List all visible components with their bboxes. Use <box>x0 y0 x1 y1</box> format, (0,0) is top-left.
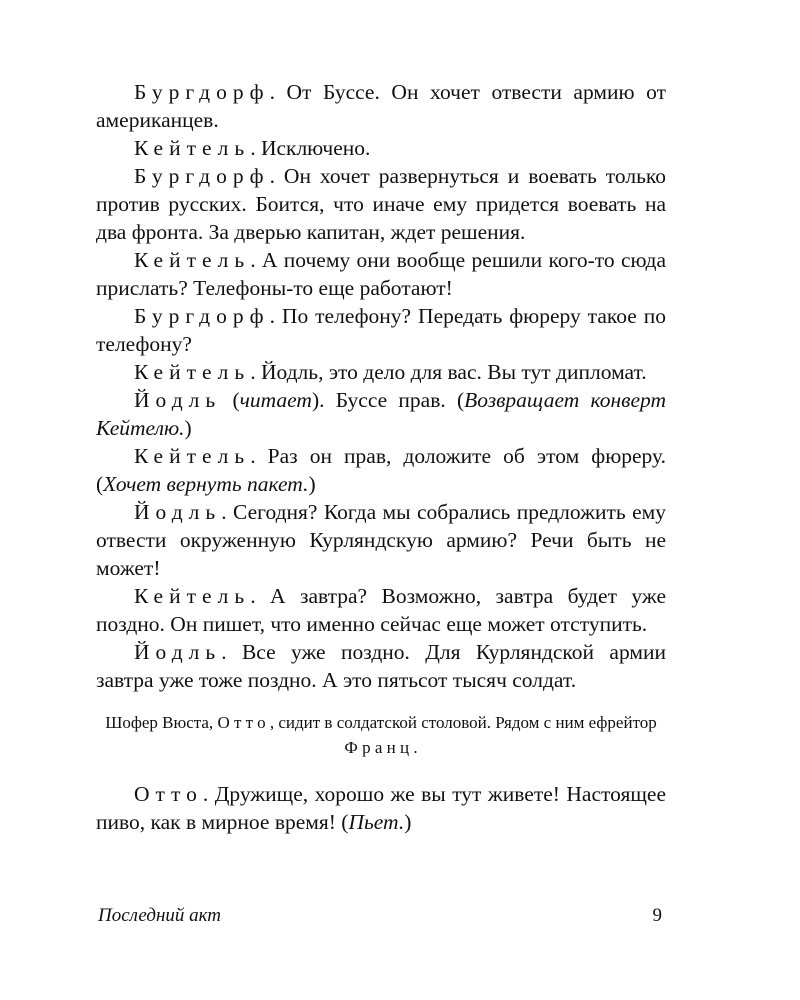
dialogue-line <box>96 498 666 582</box>
stage-text: Шофер Вюста, <box>105 713 218 732</box>
stage-text: . <box>413 738 418 757</box>
dialogue-line <box>96 780 666 836</box>
play-text <box>96 78 666 836</box>
stage-remark: Возвращает конверт Кейтелю. <box>96 388 666 440</box>
line-text: . А завтра? Возможно, завтра будет уже поздно. Он пишет, что именно сейчас еще может отступить. <box>96 584 666 636</box>
speaker-name: Кейтель <box>134 248 251 272</box>
stage-remark: Хочет вернуть пакет. <box>103 472 309 496</box>
dialogue-line <box>96 134 666 162</box>
dialogue-line <box>96 582 666 638</box>
line-text: . От Буссе. Он хочет отвести армию от американцев. <box>96 80 666 132</box>
line-text: . По телефону? Передать фюреру такое по телефону? <box>96 304 666 356</box>
stage-remark: читает <box>239 388 312 412</box>
speaker-name: Кейтель <box>134 584 251 608</box>
line-text: ( <box>221 388 240 412</box>
dialogue-line <box>96 358 666 386</box>
dialogue-line <box>96 386 666 442</box>
dialogue-line <box>96 162 666 246</box>
line-text: . Исключено. <box>250 136 371 160</box>
stage-remark: Пьет. <box>348 810 405 834</box>
scene-stage-direction <box>96 710 666 760</box>
dialogue-line <box>96 302 666 358</box>
speaker-name: Кейтель <box>134 136 251 160</box>
speaker-name: Бургдорф <box>134 164 270 188</box>
stage-text: , сидит в солдатской столовой. Рядом с ним ефрейтор <box>269 713 657 732</box>
page-footer <box>98 905 662 927</box>
line-text: . Йодль, это дело для вас. Вы тут дипломат. <box>250 360 647 384</box>
speaker-name: Кейтель <box>134 360 251 384</box>
line-text: . Все уже поздно. Для Курляндской армии завтра уже тоже поздно. А это пятьсот тысяч солдат. <box>96 640 666 692</box>
line-text: . А почему они вообще решили кого-то сюда прислать? Телефоны-то еще работают! <box>96 248 666 300</box>
line-text: . Он хочет развернуться и воевать только против русских. Боится, что иначе ему придется воевать на два фронта. За дверью капитан, ждет решения. <box>96 164 666 244</box>
speaker-name: Отто <box>134 782 203 806</box>
line-text: . Раз он прав, доложите об этом фюреру. ( <box>96 444 666 496</box>
speaker-name: Кейтель <box>134 444 251 468</box>
line-text: . Сегодня? Когда мы собрались предложить ему отвести окруженную Курляндскую армию? Речи быть не может! <box>96 500 666 580</box>
dialogue-line <box>96 638 666 694</box>
line-text: ) <box>404 810 412 834</box>
speaker-name: Бургдорф <box>134 80 270 104</box>
line-text: ). Буссе прав. ( <box>311 388 465 412</box>
speaker-name: Бургдорф <box>134 304 270 328</box>
page-number: 9 <box>652 905 662 926</box>
line-text: . Дружище, хорошо же вы тут живете! Настоящее пиво, как в мирное время! ( <box>96 782 666 834</box>
dialogue-line <box>96 78 666 134</box>
speaker-name: Йодль <box>134 500 222 524</box>
dialogue-line <box>96 246 666 302</box>
character-name: Франц <box>344 738 414 757</box>
line-text: ) <box>184 416 192 440</box>
speaker-name: Йодль <box>134 388 222 412</box>
character-name: Отто <box>217 713 270 732</box>
dialogue-line <box>96 442 666 498</box>
speaker-name: Йодль <box>134 640 222 664</box>
line-text: ) <box>308 472 316 496</box>
running-title: Последний акт <box>98 905 222 926</box>
